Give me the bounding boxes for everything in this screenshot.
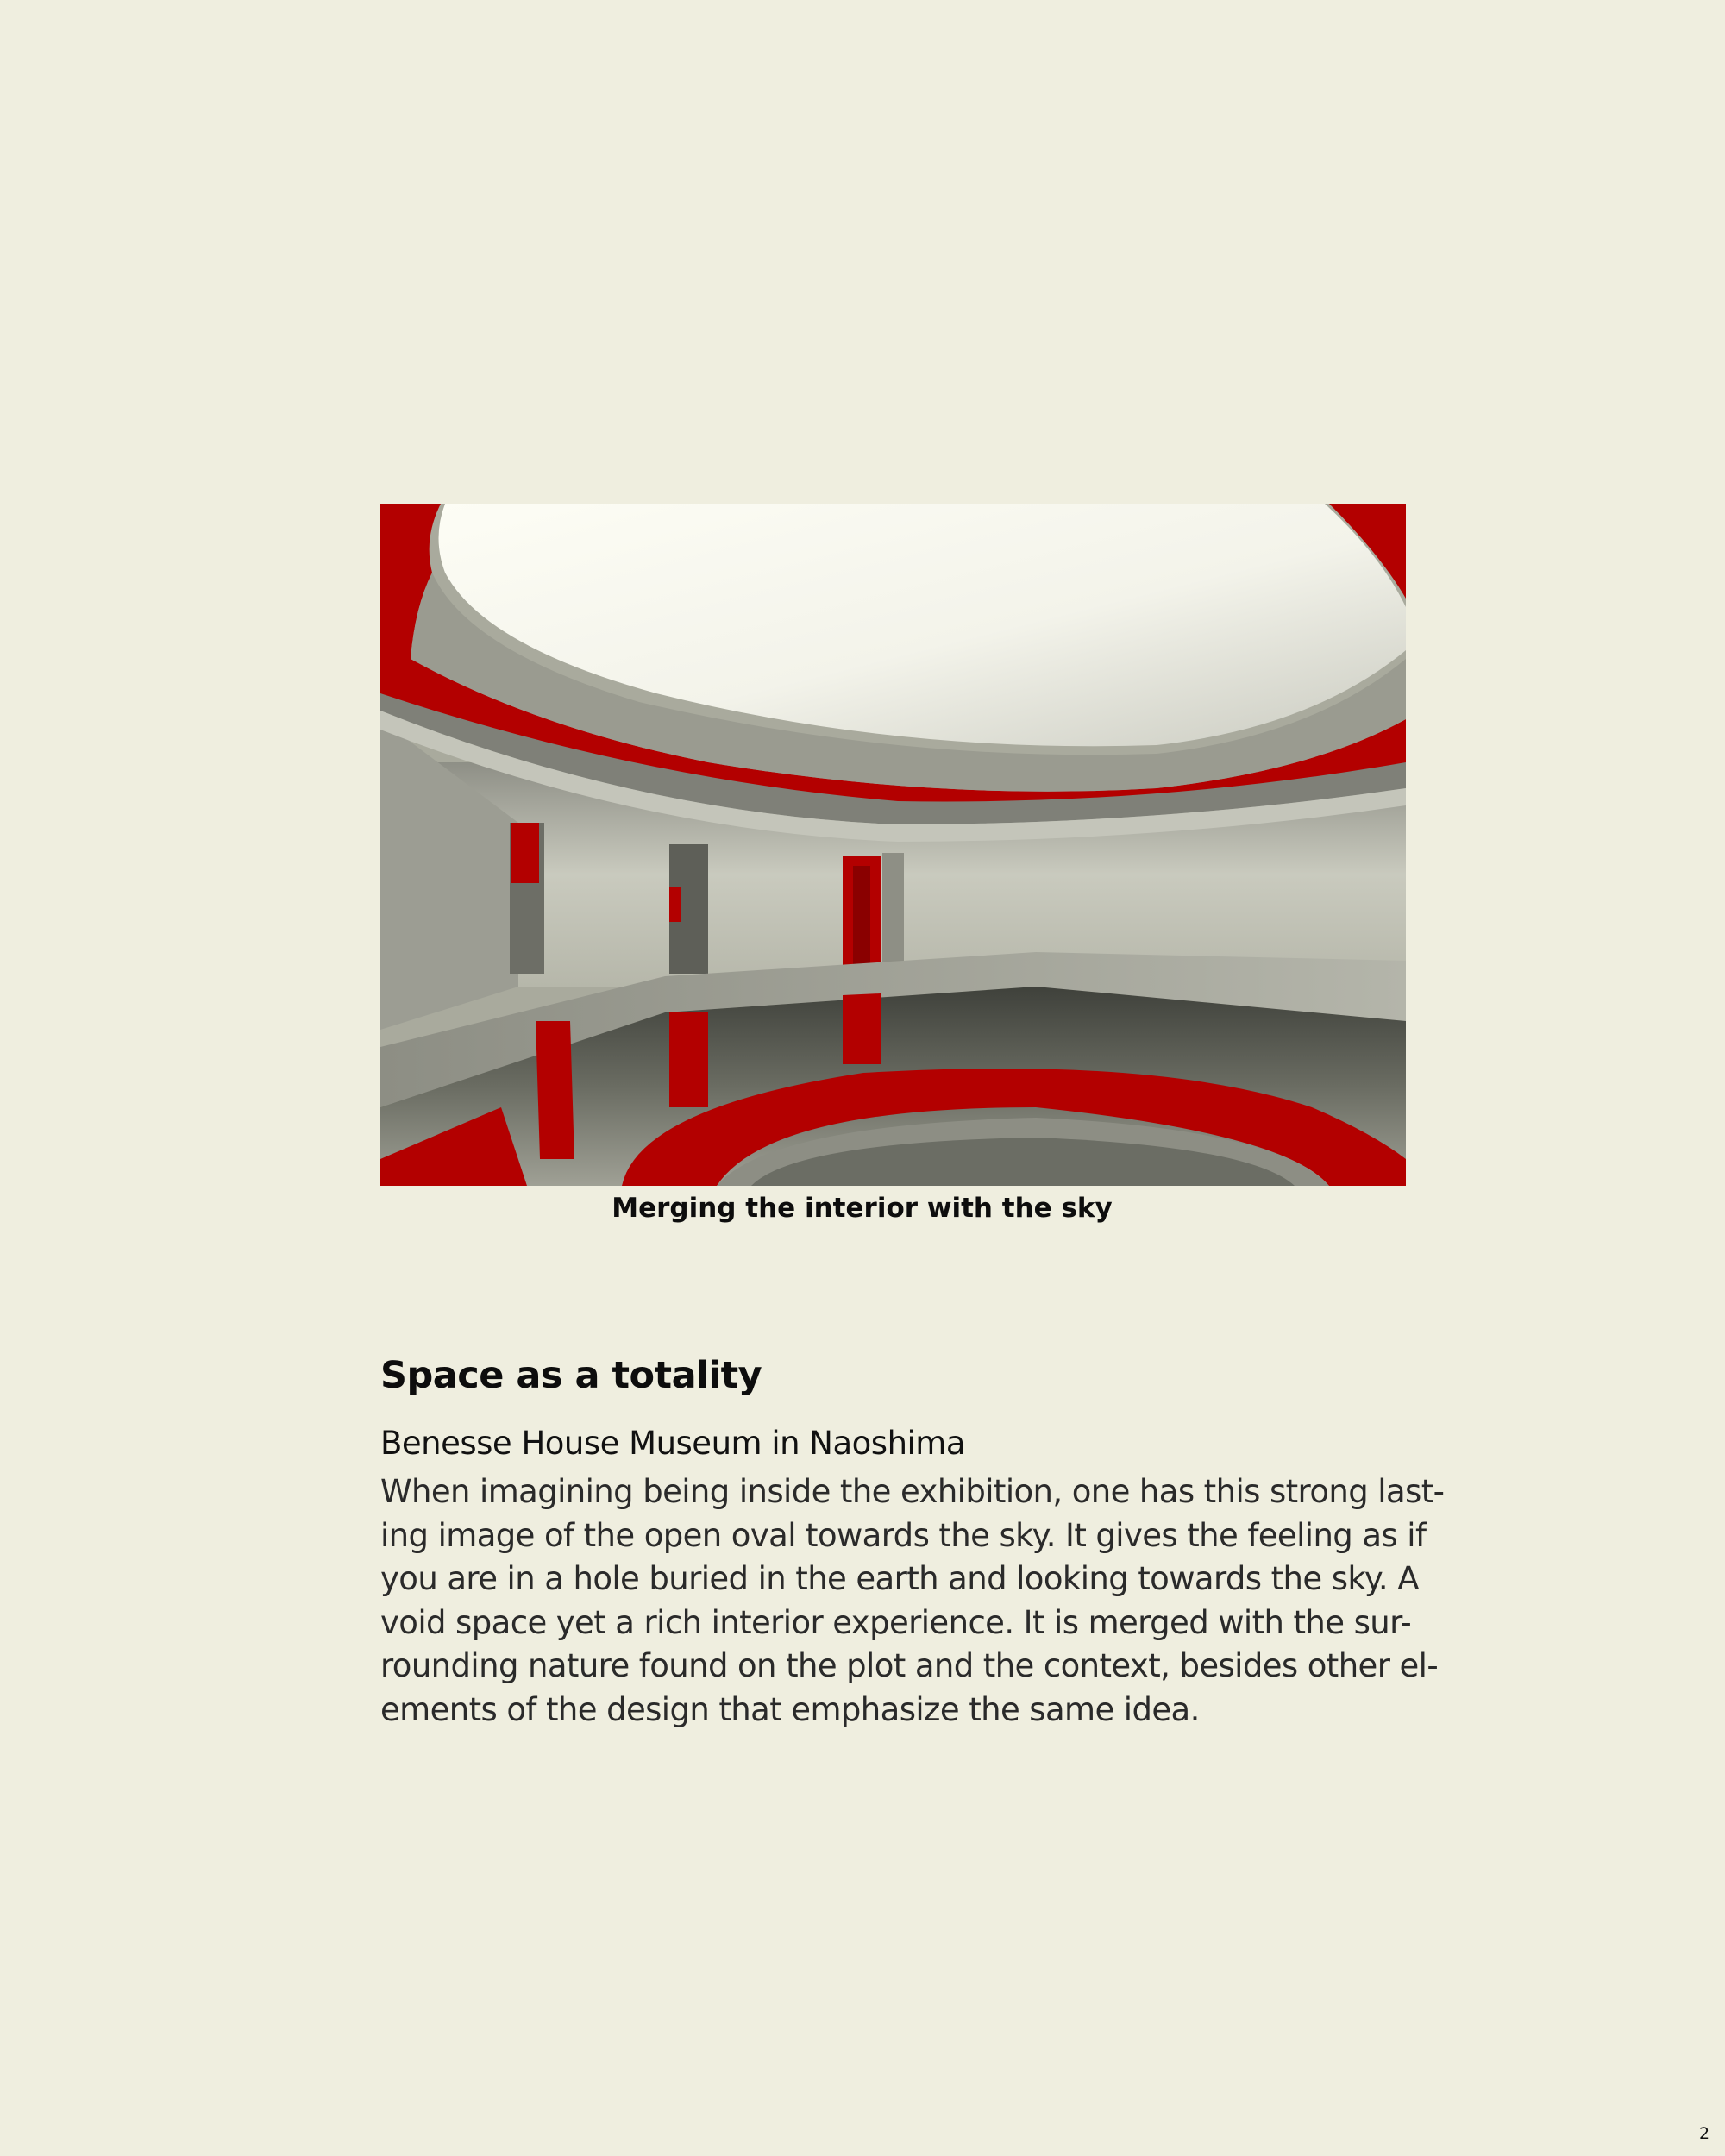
museum-oval-courtyard-photo [380, 504, 1406, 1186]
figure-caption: Merging the interior with the sky [612, 1193, 1113, 1224]
page-number: 2 [1699, 2124, 1710, 2143]
section-subheading: Benesse House Museum in Naoshima [380, 1425, 966, 1462]
body-line: you are in a hole buried in the earth and looking towards the sky. A [380, 1560, 1419, 1597]
body-line: void space yet a rich interior experience. It is merged with the sur- [380, 1603, 1412, 1641]
photo-illustration [380, 504, 1406, 1186]
body-line: When imagining being inside the exhibition, one has this strong last- [380, 1473, 1445, 1510]
body-line: ements of the design that emphasize the same idea. [380, 1690, 1200, 1728]
body-line: ing image of the open oval towards the sky. It gives the feeling as if [380, 1516, 1427, 1554]
body-paragraph [380, 1470, 1445, 1732]
body-line: rounding nature found on the plot and the context, besides other el- [380, 1647, 1439, 1684]
section-heading: Space as a totality [380, 1354, 762, 1397]
